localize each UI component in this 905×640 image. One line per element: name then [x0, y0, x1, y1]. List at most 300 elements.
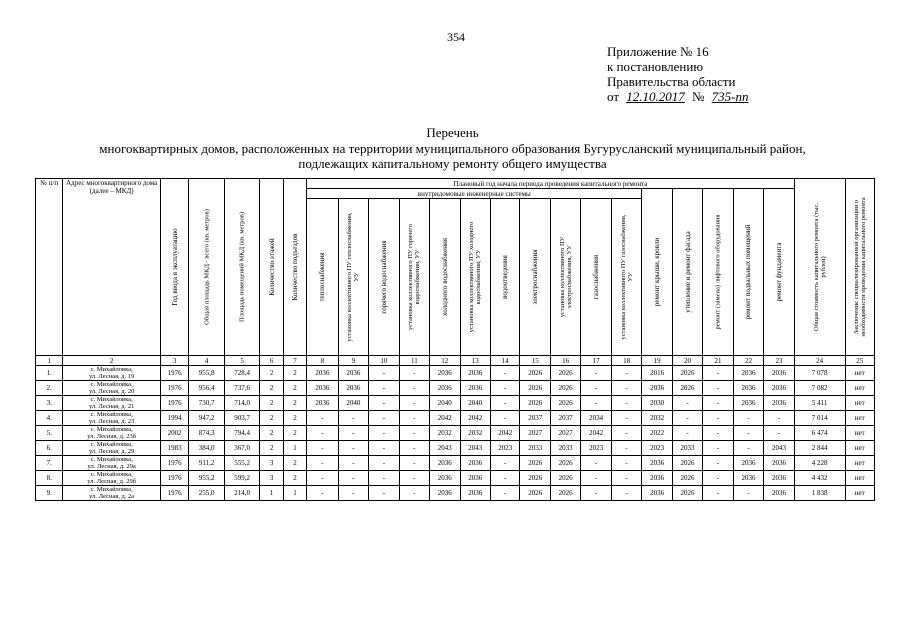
table-cell: 2026: [672, 381, 702, 396]
table-cell: -: [307, 426, 338, 441]
header-foundation: ремонт фундамента: [764, 189, 795, 356]
table-cell: 2042: [491, 426, 520, 441]
address-line: с. Михайловка,: [90, 441, 133, 448]
table-cell: 5 411: [794, 396, 845, 411]
table-cell: 2043: [460, 441, 490, 456]
table-row: [36, 411, 875, 426]
column-number: 18: [611, 356, 641, 366]
address-cell: [63, 381, 161, 396]
table-cell: -: [369, 366, 399, 381]
address-line: с. Михайловка,: [90, 426, 133, 433]
column-number: 13: [460, 356, 490, 366]
table-cell: -: [491, 381, 520, 396]
table-cell: -: [611, 411, 641, 426]
table-cell: 2: [260, 441, 283, 456]
row-number: 7.: [36, 456, 63, 471]
table-cell: 3: [260, 471, 283, 486]
table-cell: 2: [283, 366, 306, 381]
table-cell: 2: [260, 396, 283, 411]
address-line: ул. Лесная, д. 23: [88, 418, 135, 425]
table-cell: нет: [845, 456, 874, 471]
table-cell: нет: [845, 486, 874, 501]
table-cell: 2: [283, 471, 306, 486]
address-cell: [63, 486, 161, 501]
table-cell: -: [703, 411, 733, 426]
table-cell: 2040: [338, 396, 368, 411]
table-cell: 2002: [160, 426, 188, 441]
table-cell: -: [369, 426, 399, 441]
table-cell: -: [581, 396, 611, 411]
address-line: ул. Лесная, д. 21: [88, 403, 135, 410]
address-line: ул. Лесная, д. 29: [88, 448, 135, 455]
table-cell: 2023: [491, 441, 520, 456]
table-cell: 2026: [520, 381, 550, 396]
table-cell: -: [399, 411, 429, 426]
row-number: 6.: [36, 441, 63, 456]
table-cell: 2042: [581, 426, 611, 441]
table-cell: 2026: [520, 396, 550, 411]
table-cell: 2036: [764, 471, 795, 486]
column-number: 22: [733, 356, 763, 366]
header-cold-water: холодного водоснабжения: [430, 199, 460, 356]
table-cell: 2023: [581, 441, 611, 456]
table-row: [36, 396, 875, 411]
table-cell: 2: [283, 426, 306, 441]
table-cell: 2040: [430, 396, 460, 411]
table-cell: 7 078: [794, 366, 845, 381]
doc-title: Перечень: [426, 125, 479, 140]
table-cell: 2: [260, 381, 283, 396]
table-cell: 1 838: [794, 486, 845, 501]
table-cell: нет: [845, 396, 874, 411]
table-cell: -: [369, 411, 399, 426]
table-cell: 2026: [550, 456, 580, 471]
table-cell: 2036: [430, 366, 460, 381]
table-cell: 955,8: [189, 366, 225, 381]
address-cell: [63, 396, 161, 411]
table-cell: нет: [845, 366, 874, 381]
address-line: ул. Лесная, д. 19: [88, 373, 135, 380]
table-cell: -: [703, 381, 733, 396]
address-cell: [63, 366, 161, 381]
table-cell: 2036: [307, 366, 338, 381]
table-cell: -: [581, 471, 611, 486]
table-cell: 794,4: [224, 426, 260, 441]
header-entrances: Количество подъездов: [283, 179, 306, 356]
table-cell: 2036: [764, 381, 795, 396]
table-cell: 1976: [160, 366, 188, 381]
table-cell: -: [611, 456, 641, 471]
table-cell: -: [733, 411, 763, 426]
table-cell: -: [307, 411, 338, 426]
table-cell: 2036: [307, 381, 338, 396]
table-cell: -: [703, 396, 733, 411]
header-address: Адрес многоквартирного дома (далее – МКД): [63, 179, 161, 356]
table-cell: 2036: [460, 456, 490, 471]
table-cell: -: [703, 366, 733, 381]
column-number: 9: [338, 356, 368, 366]
table-cell: -: [764, 426, 795, 441]
address-cell: [63, 411, 161, 426]
table-cell: 2026: [520, 471, 550, 486]
column-number: 10: [369, 356, 399, 366]
table-cell: -: [307, 441, 338, 456]
column-number: 6: [260, 356, 283, 366]
table-cell: -: [611, 366, 641, 381]
table-cell: -: [611, 441, 641, 456]
table-cell: 2036: [430, 381, 460, 396]
table-cell: 2023: [642, 441, 672, 456]
table-cell: 730,7: [189, 396, 225, 411]
address-line: с. Михайловка,: [90, 411, 133, 418]
table-cell: 2032: [460, 426, 490, 441]
table-cell: 2033: [520, 441, 550, 456]
table-cell: 2026: [550, 381, 580, 396]
header-basement: ремонт подвальных помещений: [733, 189, 763, 356]
row-number: 1.: [36, 366, 63, 381]
table-cell: 2016: [642, 366, 672, 381]
table-cell: 2026: [520, 366, 550, 381]
table-cell: -: [703, 486, 733, 501]
header-year: Год ввода в эксплуатацию: [160, 179, 188, 356]
column-number: 17: [581, 356, 611, 366]
table-cell: 2036: [338, 366, 368, 381]
table-cell: 2037: [520, 411, 550, 426]
header-hot-water: горячего водоснабжения: [369, 199, 399, 356]
table-cell: -: [672, 396, 702, 411]
table-cell: -: [338, 426, 368, 441]
table-cell: 2043: [764, 441, 795, 456]
appendix-title: Приложение № 16: [607, 44, 709, 59]
row-number: 3.: [36, 396, 63, 411]
houses-table: [35, 178, 875, 501]
row-number: 2.: [36, 381, 63, 396]
table-cell: 3: [260, 456, 283, 471]
table-cell: 2036: [733, 381, 763, 396]
table-body: [36, 366, 875, 501]
table-cell: 6 474: [794, 426, 845, 441]
table-cell: -: [399, 396, 429, 411]
row-number: 4.: [36, 411, 63, 426]
table-cell: 1: [283, 486, 306, 501]
table-cell: 2: [283, 381, 306, 396]
header-facade: утепление и ремонт фасада: [672, 189, 702, 356]
header-heating: теплоснабжения: [307, 199, 338, 356]
table-cell: 2027: [550, 426, 580, 441]
table-cell: 2036: [764, 486, 795, 501]
table-cell: 2026: [550, 486, 580, 501]
address-line: ул. Лесная, д. 20: [88, 388, 135, 395]
appendix-line: к постановлению: [607, 59, 704, 74]
table-cell: 2036: [642, 456, 672, 471]
table-cell: 1: [283, 441, 306, 456]
table-row: [36, 456, 875, 471]
table-cell: 2027: [520, 426, 550, 441]
table-cell: -: [491, 456, 520, 471]
table-row: [36, 381, 875, 396]
table-cell: 2036: [460, 471, 490, 486]
table-cell: 7 014: [794, 411, 845, 426]
column-number: 11: [399, 356, 429, 366]
table-cell: 1976: [160, 381, 188, 396]
table-cell: -: [611, 471, 641, 486]
column-number: 23: [764, 356, 795, 366]
column-number: 8: [307, 356, 338, 366]
header-premises-area: Площадь помещений МКД (кв. метров): [224, 179, 260, 356]
column-number: 1: [36, 356, 63, 366]
table-cell: -: [338, 486, 368, 501]
table-cell: 2036: [460, 486, 490, 501]
table-cell: 2036: [733, 366, 763, 381]
page-number: 354: [447, 30, 465, 44]
table-cell: 903,7: [224, 411, 260, 426]
header-elevator: ремонт (замена) лифтового оборудования: [703, 189, 733, 356]
table-cell: 2037: [550, 411, 580, 426]
header-planned-year: Плановый год начала периода проведения капитального ремонта: [307, 179, 795, 189]
table-cell: -: [491, 366, 520, 381]
table-cell: -: [581, 366, 611, 381]
table-row: [36, 366, 875, 381]
table-cell: 728,4: [224, 366, 260, 381]
column-number: 16: [550, 356, 580, 366]
column-number: 24: [794, 356, 845, 366]
table-cell: 2036: [733, 471, 763, 486]
table-cell: 2036: [733, 456, 763, 471]
table-cell: 255,0: [189, 486, 225, 501]
address-cell: [63, 456, 161, 471]
column-number: 7: [283, 356, 306, 366]
table-cell: -: [703, 441, 733, 456]
table-cell: 555,2: [224, 456, 260, 471]
table-cell: -: [399, 381, 429, 396]
table-cell: 2036: [764, 366, 795, 381]
row-number: 9.: [36, 486, 63, 501]
table-cell: 1994: [160, 411, 188, 426]
header-roof: ремонт крыши, кровли: [642, 189, 672, 356]
header-electricity: электроснабжения: [520, 199, 550, 356]
table-cell: -: [703, 426, 733, 441]
table-cell: -: [733, 441, 763, 456]
table-cell: 2033: [672, 441, 702, 456]
table-cell: 2026: [672, 471, 702, 486]
table-cell: -: [338, 411, 368, 426]
table-cell: -: [733, 486, 763, 501]
table-cell: 2036: [307, 396, 338, 411]
column-number: 19: [642, 356, 672, 366]
table-cell: -: [491, 411, 520, 426]
header-gas: газоснабжения: [581, 199, 611, 356]
table-cell: 955,2: [189, 471, 225, 486]
table-cell: 1976: [160, 456, 188, 471]
table-cell: 384,0: [189, 441, 225, 456]
table-cell: 2032: [430, 426, 460, 441]
header-gas-meter: установка коллективного ПУ газоснабжения, УУ: [611, 199, 641, 356]
column-number: 20: [672, 356, 702, 366]
table-cell: 2042: [460, 411, 490, 426]
column-number: 3: [160, 356, 188, 366]
table-cell: 2022: [642, 426, 672, 441]
column-number: 25: [845, 356, 874, 366]
table-cell: -: [338, 471, 368, 486]
table-cell: -: [369, 396, 399, 411]
table-cell: 2026: [550, 396, 580, 411]
table-cell: -: [338, 441, 368, 456]
table-cell: 1: [260, 486, 283, 501]
table-cell: -: [581, 486, 611, 501]
table-cell: 2026: [520, 456, 550, 471]
table-cell: 214,0: [224, 486, 260, 501]
table-cell: -: [399, 471, 429, 486]
table-cell: 2026: [520, 486, 550, 501]
header-floors: Количество этажей: [260, 179, 283, 356]
table-cell: -: [307, 486, 338, 501]
table-cell: 947,2: [189, 411, 225, 426]
address-line: с. Михайловка,: [90, 456, 133, 463]
table-cell: 2036: [430, 471, 460, 486]
table-row: [36, 486, 875, 501]
table-cell: 4 228: [794, 456, 845, 471]
table-cell: 2: [283, 411, 306, 426]
decree-date: 12.10.2017: [626, 89, 685, 104]
table-row: [36, 471, 875, 486]
number-prefix: №: [692, 89, 705, 104]
table-cell: 2036: [642, 486, 672, 501]
table-cell: -: [307, 471, 338, 486]
table-cell: 2026: [672, 456, 702, 471]
table-cell: -: [399, 426, 429, 441]
address-line: ул. Лесная, д. 2а: [89, 493, 135, 500]
header-heating-meter: установка коллективного ПУ теплоснабжения, УУ: [338, 199, 368, 356]
table-cell: 2036: [642, 471, 672, 486]
address-line: ул. Лесная, д. 29б: [87, 478, 137, 485]
table-cell: 1976: [160, 396, 188, 411]
table-cell: -: [399, 366, 429, 381]
table-cell: 2034: [581, 411, 611, 426]
table-cell: -: [703, 471, 733, 486]
table-cell: -: [581, 456, 611, 471]
table-cell: 2032: [642, 411, 672, 426]
table-cell: -: [491, 486, 520, 501]
table-cell: -: [611, 486, 641, 501]
appendix-block: [607, 44, 753, 104]
address-cell: [63, 471, 161, 486]
table-cell: 2026: [550, 366, 580, 381]
table-cell: 4 432: [794, 471, 845, 486]
table-cell: -: [369, 486, 399, 501]
row-number: 5.: [36, 426, 63, 441]
address-line: с. Михайловка,: [90, 366, 133, 373]
column-number: 14: [491, 356, 520, 366]
table-cell: 1976: [160, 471, 188, 486]
table-cell: 911,2: [189, 456, 225, 471]
table-row: [36, 426, 875, 441]
column-number: 2: [63, 356, 161, 366]
table-cell: 737,6: [224, 381, 260, 396]
table-cell: -: [369, 456, 399, 471]
header-engineering: внутридомовые инженерные системы: [307, 189, 642, 199]
address-line: ул. Лесная, д. 29а: [87, 463, 136, 470]
table-cell: -: [703, 456, 733, 471]
table-cell: 2: [283, 456, 306, 471]
table-cell: 2036: [764, 456, 795, 471]
table-cell: -: [338, 456, 368, 471]
header-cold-water-meter: установка коллективного ПУ холодного водоснабжения, УУ: [460, 199, 490, 356]
address-line: с. Михайловка,: [90, 381, 133, 388]
header-sewerage: водоотведения: [491, 199, 520, 356]
address-line: с. Михайловка,: [90, 396, 133, 403]
table-cell: 2042: [430, 411, 460, 426]
table-cell: 367,0: [224, 441, 260, 456]
table-cell: 2036: [764, 396, 795, 411]
column-number-row: [36, 356, 875, 366]
table-cell: 2: [260, 411, 283, 426]
decree-number: 735-пп: [711, 89, 749, 104]
table-cell: 2036: [642, 381, 672, 396]
table-cell: 2030: [642, 396, 672, 411]
table-cell: -: [611, 426, 641, 441]
table-cell: 2043: [430, 441, 460, 456]
column-number: 12: [430, 356, 460, 366]
table-cell: 714,0: [224, 396, 260, 411]
table-cell: 874,3: [189, 426, 225, 441]
table-cell: -: [764, 411, 795, 426]
appendix-line: Правительства области: [607, 74, 736, 89]
table-cell: 2 844: [794, 441, 845, 456]
column-number: 21: [703, 356, 733, 366]
table-cell: 2036: [430, 456, 460, 471]
column-number: 15: [520, 356, 550, 366]
table-cell: -: [399, 456, 429, 471]
table-cell: -: [672, 411, 702, 426]
table-cell: -: [369, 441, 399, 456]
table-cell: нет: [845, 426, 874, 441]
doc-subtitle: многоквартирных домов, расположенных на территории муниципального образования Бугурусланский муниципальный район,: [99, 141, 806, 156]
table-cell: -: [611, 381, 641, 396]
table-cell: -: [581, 381, 611, 396]
table-cell: -: [369, 381, 399, 396]
row-number: 8.: [36, 471, 63, 486]
table-cell: -: [307, 456, 338, 471]
header-total-cost: Общая стоимость капитального ремонта (тыс. рублей): [794, 179, 845, 356]
table-cell: 7 082: [794, 381, 845, 396]
table-cell: 2026: [550, 471, 580, 486]
table-cell: -: [491, 396, 520, 411]
date-prefix: от: [607, 89, 620, 104]
table-cell: 1976: [160, 486, 188, 501]
address-cell: [63, 426, 161, 441]
address-line: с. Михайловка,: [90, 471, 133, 478]
table-cell: нет: [845, 411, 874, 426]
doc-subtitle: подлежащих капитальному ремонту общего имущества: [298, 156, 607, 171]
appendix-date-line: [607, 89, 753, 104]
column-number: 4: [189, 356, 225, 366]
table-cell: 2036: [460, 366, 490, 381]
header-hot-water-meter: установка коллективного ПУ горячего водоснабжения, УУ: [399, 199, 429, 356]
table-cell: -: [611, 396, 641, 411]
table-cell: 2036: [733, 396, 763, 411]
table-cell: 2: [260, 426, 283, 441]
table-cell: 2040: [460, 396, 490, 411]
table-cell: 2: [260, 366, 283, 381]
address-cell: [63, 441, 161, 456]
table-cell: 2026: [672, 486, 702, 501]
table-cell: нет: [845, 441, 874, 456]
header-total-area: Общая площадь МКД - всего (кв. метров): [189, 179, 225, 356]
table-cell: 956,4: [189, 381, 225, 396]
table-cell: 1983: [160, 441, 188, 456]
table-cell: -: [491, 471, 520, 486]
table-cell: 2036: [460, 381, 490, 396]
